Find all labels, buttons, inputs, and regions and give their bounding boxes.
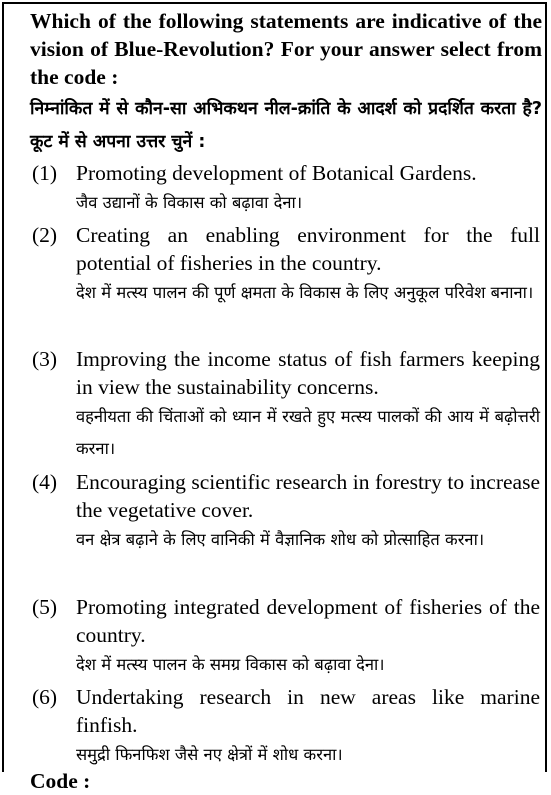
- option-text-hindi: वहनीयता की चिंताओं को ध्यान में रखते हुए मत्स्य पालकों की आय में बढ़ोत्तरी करना।: [76, 407, 540, 458]
- option-number: (6): [32, 685, 58, 709]
- option-text-hindi: देश में मत्स्य पालन की पूर्ण क्षमता के विकास के लिए अनुकूल परिवेश बनाना।: [76, 283, 534, 302]
- question-text-english: Which of the following statements are indicative of the vision of Blue-Revolution? For your answer select from the code :: [30, 9, 542, 89]
- option-text-english: Encouraging scientific research in forestry to increase the vegetative cover.: [76, 470, 540, 522]
- option-number: (1): [32, 161, 58, 185]
- option-number: (2): [32, 223, 58, 247]
- option-number: (4): [32, 470, 58, 494]
- question-text-hindi: निम्नांकित में से कौन-सा अभिकथन नील-क्रांति के आदर्श को प्रदर्शित करता है? कूट में से अपना उत्तर चुनें :: [30, 99, 542, 152]
- option-text-hindi: जैव उद्यानों के विकास को बढ़ावा देना।: [76, 193, 303, 212]
- option-text-english: Promoting development of Botanical Gardens.: [76, 161, 477, 185]
- option-text-english: Undertaking research in new areas like marine finfish.: [76, 685, 540, 737]
- option-text-english: Improving the income status of fish farmers keeping in view the sustainability concerns.: [76, 347, 540, 399]
- question-page: [2, 2, 547, 793]
- option-text-english: Creating an enabling environment for the full potential of fisheries in the country.: [76, 223, 540, 275]
- option-text-hindi: देश में मत्स्य पालन के समग्र विकास को बढ़ावा देना।: [76, 655, 385, 674]
- option-text-english: Promoting integrated development of fisheries of the country.: [76, 595, 540, 647]
- code-label: Code :: [30, 769, 91, 793]
- option-text-hindi: वन क्षेत्र बढ़ाने के लिए वानिकी में वैज्ञानिक शोध को प्रोत्साहित करना।: [76, 530, 485, 549]
- option-text-hindi: समुद्री फिनफिश जैसे नए क्षेत्रों में शोध करना।: [76, 745, 343, 764]
- option-number: (3): [32, 347, 58, 371]
- option-number: (5): [32, 595, 58, 619]
